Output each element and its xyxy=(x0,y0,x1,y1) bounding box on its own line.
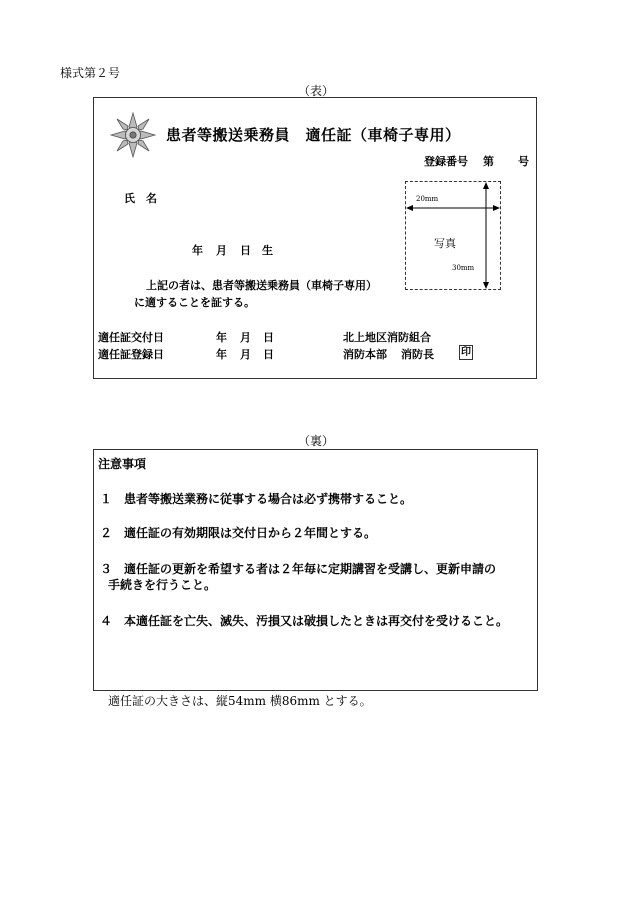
photo-width-label: 20mm xyxy=(416,195,439,203)
notes-heading: 注意事項 xyxy=(98,457,147,471)
note-text: 本適任証を亡失、滅失、汚損又は破損したときは再交付を受けること。 xyxy=(124,614,509,628)
issuer-department: 消防本部 xyxy=(343,348,387,361)
note-number: ２ xyxy=(100,526,113,540)
note-number: ３ xyxy=(100,562,113,576)
photo-placeholder xyxy=(405,181,501,290)
certification-text-line1: 上記の者は、患者等搬送乗務員（車椅子専用） xyxy=(146,279,377,292)
registration-month-label: 月 xyxy=(240,348,251,361)
photo-height-label: 30mm xyxy=(452,264,475,272)
front-card xyxy=(93,97,537,379)
birth-month-label: 月 xyxy=(216,244,227,257)
note-text: 適任証の更新を希望する者は２年毎に定期講習を受講し、更新申請の xyxy=(124,562,497,576)
registration-number-label: 登録番号 xyxy=(424,155,468,168)
issue-month-label: 月 xyxy=(240,331,251,344)
front-side-caption: （表） xyxy=(298,84,335,98)
card-size-note: 適任証の大きさは、縦54mm 横86mm とする。 xyxy=(108,694,372,708)
registration-year-label: 年 xyxy=(216,348,227,361)
registration-number-suffix: 号 xyxy=(518,155,529,168)
issuer-title: 消防長 xyxy=(401,348,434,361)
issue-date-label: 適任証交付日 xyxy=(98,331,164,344)
name-label: 氏 名 xyxy=(124,192,157,205)
back-card xyxy=(93,449,538,691)
note-number: １ xyxy=(100,492,113,506)
birth-day-label: 日 xyxy=(240,244,251,257)
issuer-organization: 北上地区消防組合 xyxy=(343,331,431,344)
note-text: 適任証の有効期限は交付日から２年間とする。 xyxy=(124,526,377,540)
fire-department-emblem-icon xyxy=(110,112,156,158)
note-number: ４ xyxy=(100,614,113,628)
registration-date-label: 適任証登録日 xyxy=(98,348,164,361)
registration-number-prefix: 第 xyxy=(483,155,494,168)
certification-text-line2: に適することを証する。 xyxy=(134,296,255,309)
official-seal-box: 印 xyxy=(461,347,471,358)
issue-day-label: 日 xyxy=(263,331,274,344)
card-title: 患者等搬送乗務員 適任証（車椅子専用） xyxy=(166,126,461,144)
form-number-label: 様式第２号 xyxy=(60,66,121,80)
birth-year-label: 年 xyxy=(192,244,203,257)
birth-suffix-label: 生 xyxy=(262,244,273,257)
back-side-caption: （裏） xyxy=(298,434,335,448)
note-text-continued: 手続きを行うこと。 xyxy=(108,578,217,592)
issue-year-label: 年 xyxy=(216,331,227,344)
registration-day-label: 日 xyxy=(263,348,274,361)
note-text: 患者等搬送業務に従事する場合は必ず携帯すること。 xyxy=(124,492,413,506)
photo-label: 写真 xyxy=(434,237,456,250)
